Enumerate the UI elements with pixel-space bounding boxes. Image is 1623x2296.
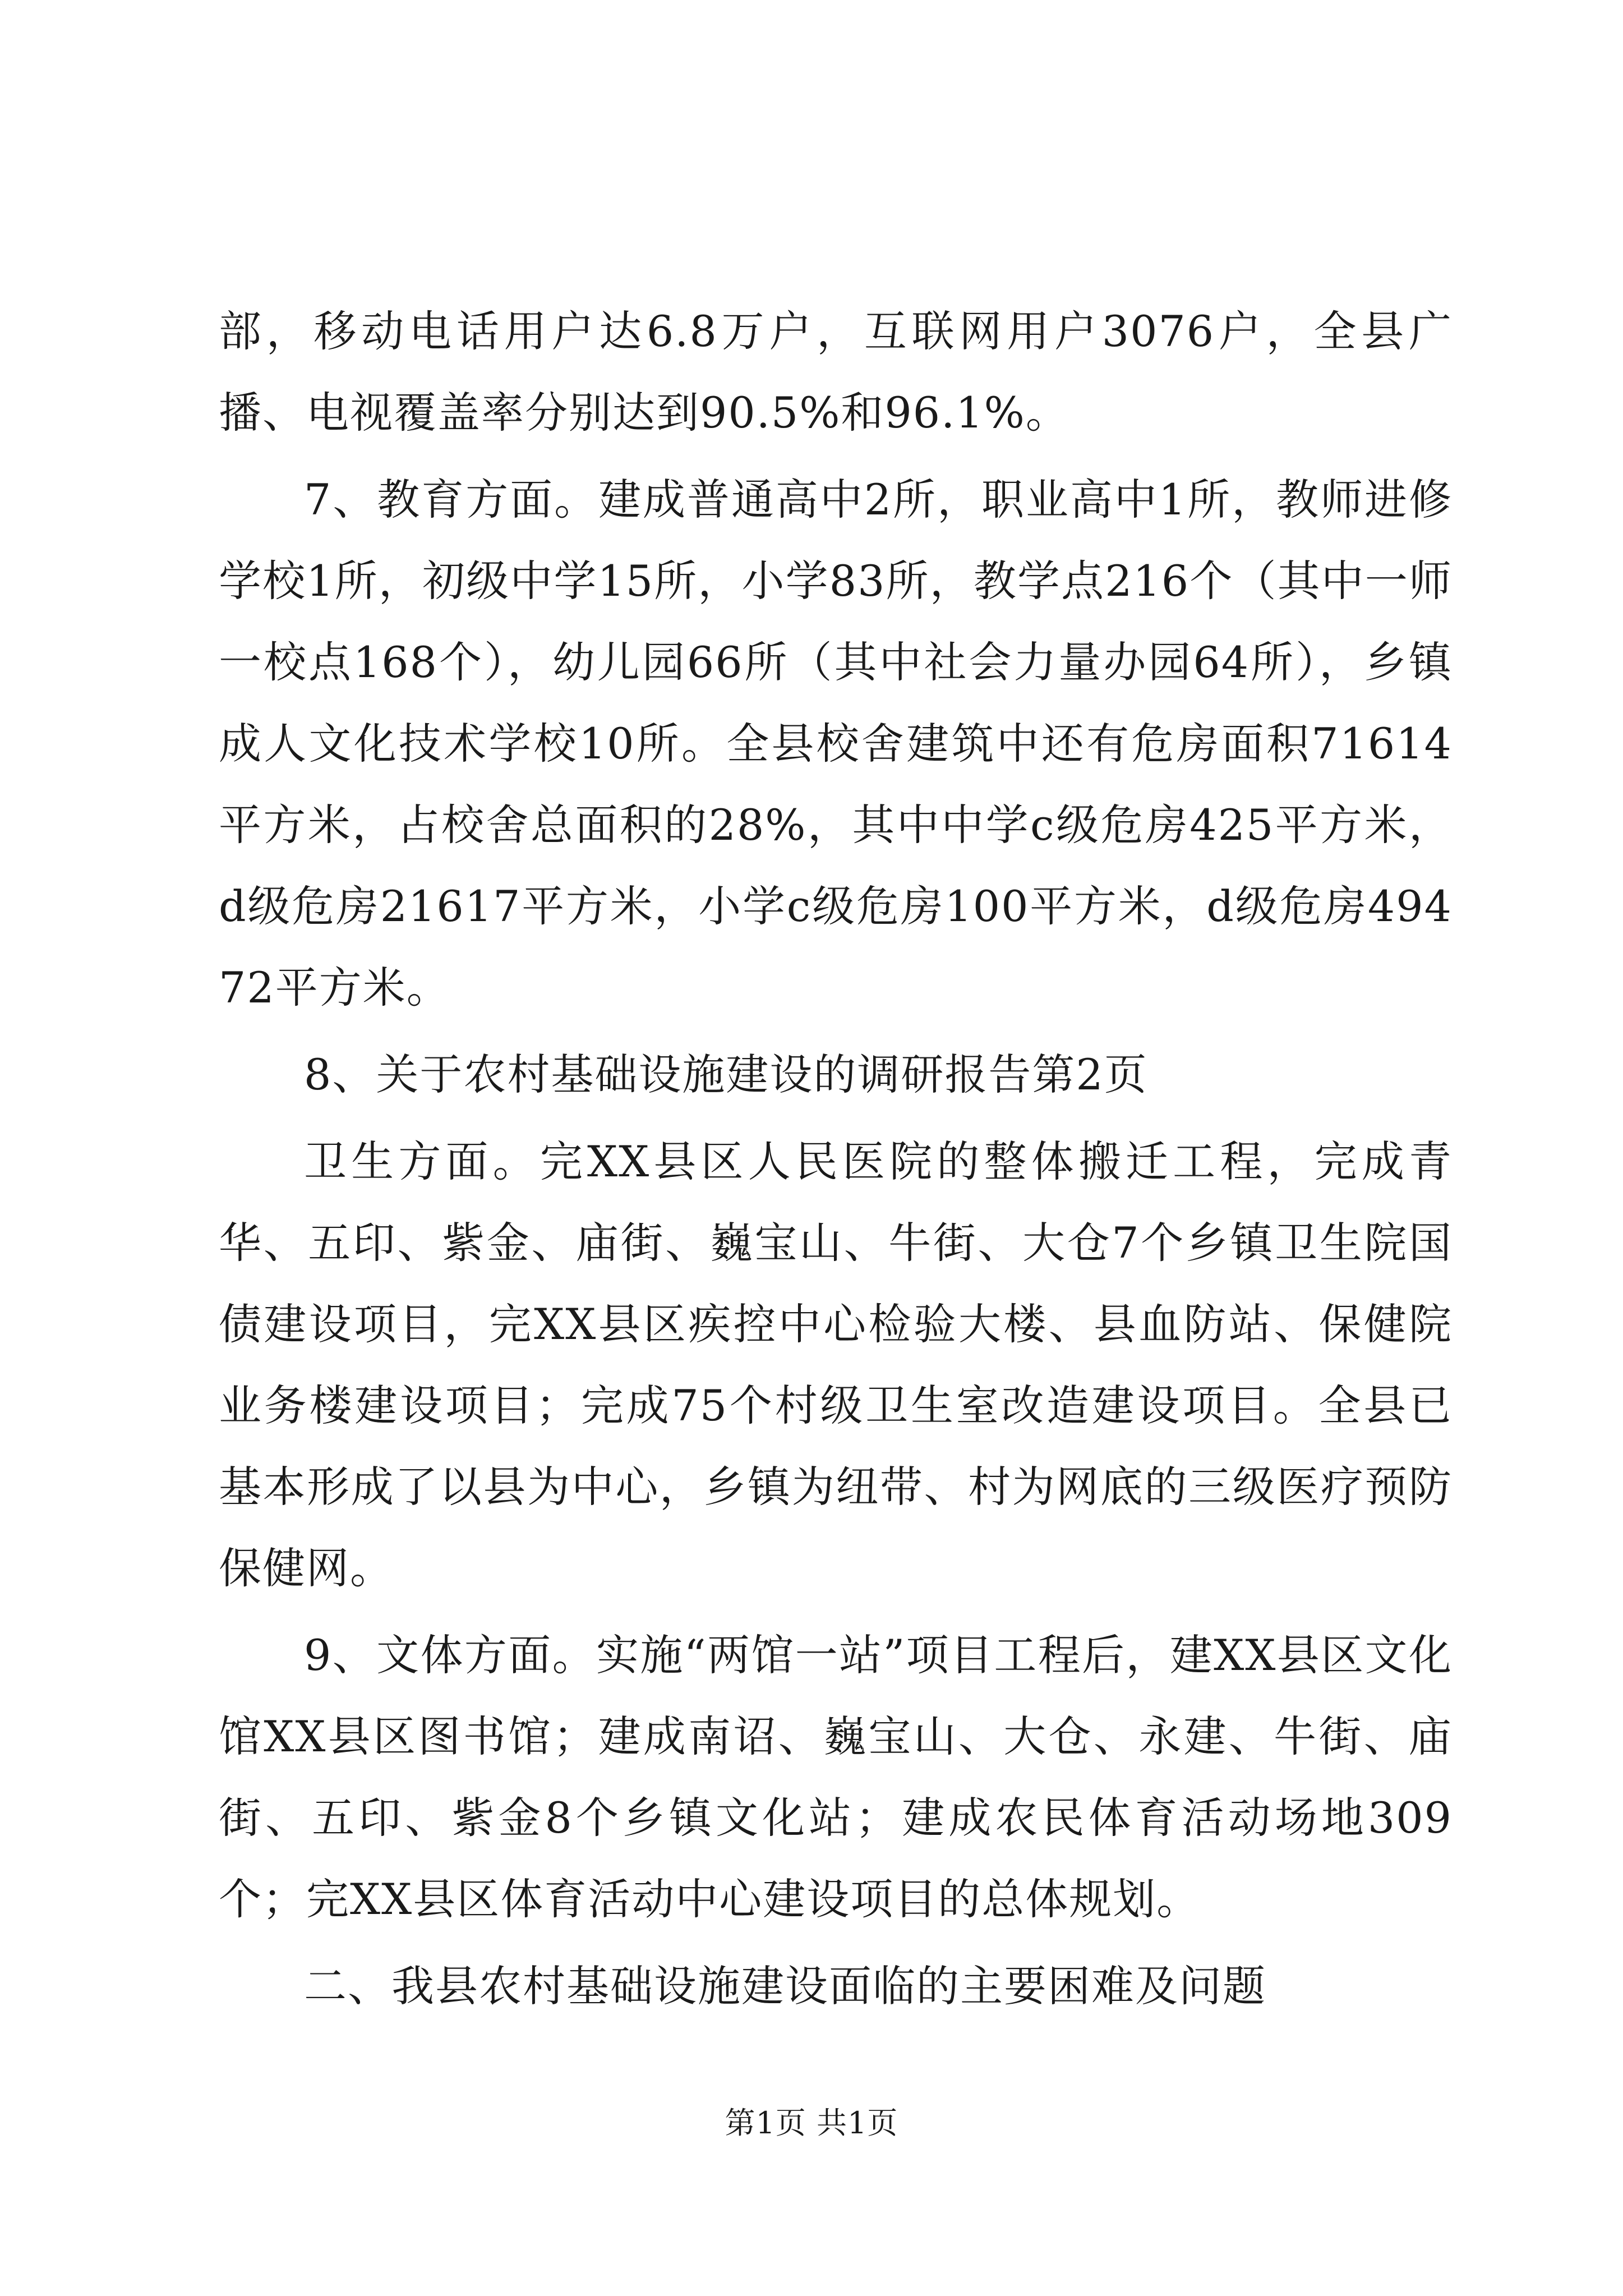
paragraph-culture-sports: 9、文体方面。实施“两馆一站”项目工程后，建XX县区文化馆XX县区图书馆；建成南诏、巍宝山、大仓、永建、牛街、庙街、五印、紫金8个乡镇文化站；建成农民体育活动场地309个；完XX县区体育活动中心建设项目的总体规划。 [219,1630,1453,1924]
page-footer [0,2104,1623,2143]
page-number-label: 第1页 共1页 [725,2105,898,2141]
paragraph-continued-telecom: 部，移动电话用户达6.8万户，互联网用户3076户，全县广播、电视覆盖率分别达到90.5%和96.1%。 [219,306,1453,438]
section-heading-problems: 二、我县农村基础设施建设面临的主要困难及问题 [304,1961,1266,2011]
paragraph-health: 卫生方面。完XX县区人民医院的整体搬迁工程，完成青华、五印、紫金、庙街、巍宝山、牛街、大仓7个乡镇卫生院国债建设项目，完XX县区疾控中心检验大楼、县血防站、保健院业务楼建设项目；完成75个村级卫生室改造建设项目。全县已基本形成了以县为中心，乡镇为纽带、村为网底的三级医疗预防保健网。 [219,1137,1453,1593]
document-body [219,291,1453,2032]
paragraph-section-heading-page2: 8、关于农村基础设施建设的调研报告第2页 [304,1050,1148,1099]
paragraph-education: 7、教育方面。建成普通高中2所，职业高中1所，教师进修学校1所，初级中学15所，小学83所，教学点216个（其中一师一校点168个），幼儿园66所（其中社会力量办园64所），乡镇成人文化技术学校10所。全县校舍建筑中还有危房面积71614平方米，占校舍总面积的28%，其中中学c级危房425平方米，d级危房21617平方米，小学c级危房100平方米，d级危房49472平方米。 [219,475,1453,1013]
